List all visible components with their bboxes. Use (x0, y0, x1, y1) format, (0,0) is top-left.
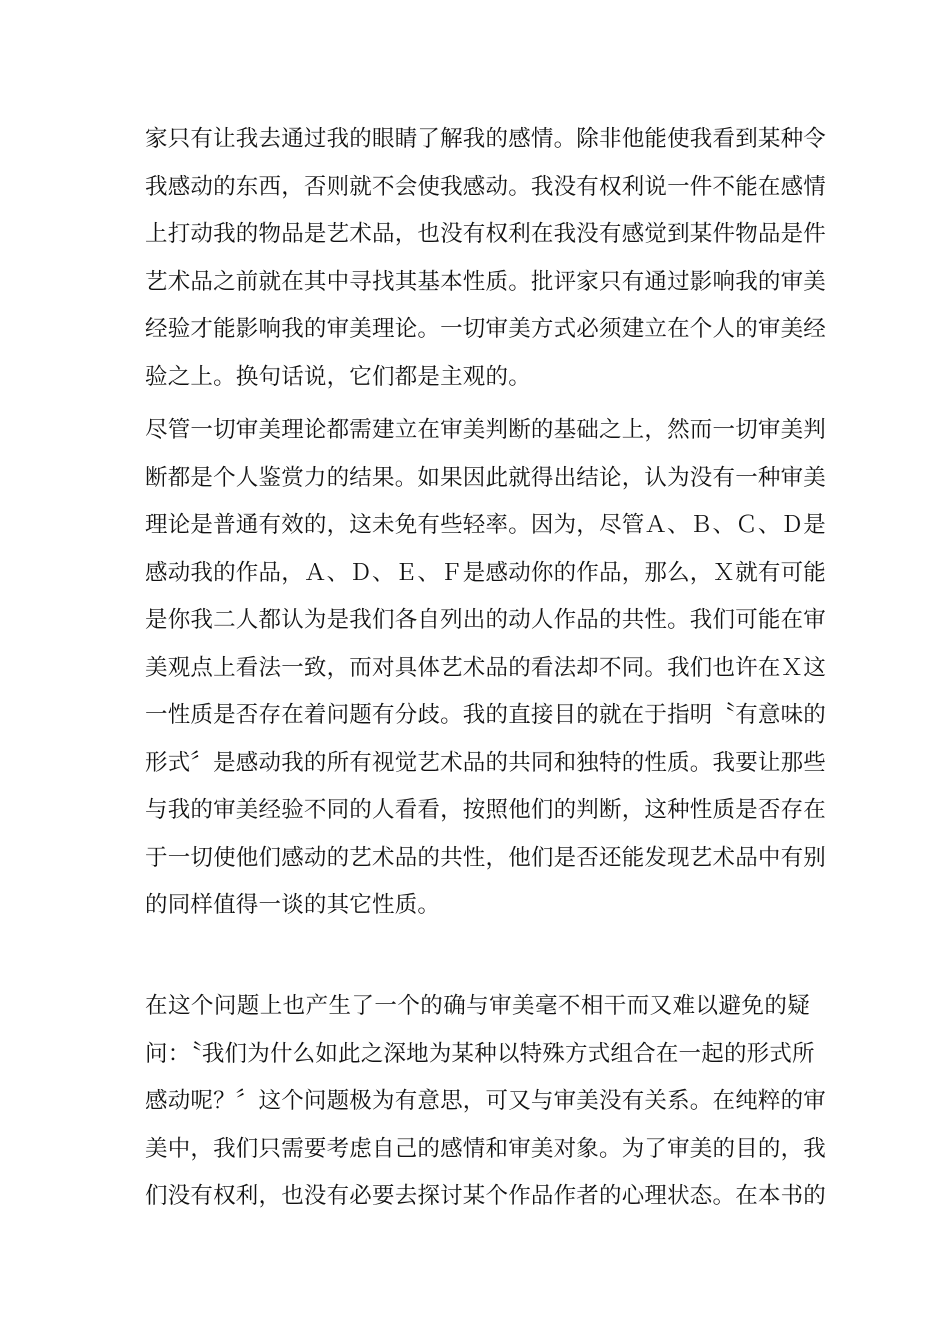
paragraph-2 (145, 407, 827, 930)
paragraph-3 (145, 983, 827, 1221)
paragraph-line: 美中，我们只需要考虑自己的感情和审美对象。为了审美的目的，我 (145, 1135, 827, 1162)
paragraph-line: 艺术品之前就在其中寻找其基本性质。批评家只有通过影响我的审美 (145, 268, 827, 295)
paragraph-line: 问：〝我们为什么如此之深地为某种以特殊方式组合在一起的形式所 (145, 1040, 815, 1067)
paragraph-line: 于一切使他们感动的艺术品的共性，他们是否还能发现艺术品中有别 (145, 844, 827, 871)
paragraph-line: 一性质是否存在着问题有分歧。我的直接目的就在于指明〝有意味的 (145, 702, 827, 728)
paragraph-line: 美观点上看法一致，而对具体艺术品的看法却不同。我们也许在Ｘ这 (145, 654, 827, 681)
paragraph-line: 在这个问题上也产生了一个的确与审美毫不相干而又难以避免的疑 (145, 993, 810, 1019)
paragraph-line: 验之上。换句话说，它们都是主观的。 (145, 363, 531, 390)
paragraph-line: 感动呢？〞这个问题极为有意思，可又与审美没有关系。在纯粹的审 (145, 1088, 827, 1114)
paragraph-line: 形式〞是感动我的所有视觉艺术品的共同和独特的性质。我要让那些 (145, 749, 827, 776)
paragraph-line: 尽管一切审美理论都需建立在审美判断的基础之上，然而一切审美判 (145, 417, 827, 443)
paragraph-line: 与我的审美经验不同的人看看，按照他们的判断，这种性质是否存在 (145, 797, 827, 823)
paragraph-line: 断都是个人鉴赏力的结果。如果因此就得出结论，认为没有一种审美 (145, 464, 827, 491)
paragraph-line: 经验才能影响我的审美理论。一切审美方式必须建立在个人的审美经 (145, 316, 827, 342)
paragraph-line: 我感动的东西，否则就不会使我感动。我没有权利说一件不能在感情 (145, 173, 827, 200)
paragraph-line: 是你我二人都认为是我们各自列出的动人作品的共性。我们可能在审 (145, 607, 827, 633)
paragraph-line: 理论是普通有效的，这未免有些轻率。因为，尽管Ａ、Ｂ、Ｃ、Ｄ是 (145, 512, 827, 538)
paragraph-line: 的同样值得一谈的其它性质。 (145, 892, 441, 918)
paragraph-line: 上打动我的物品是艺术品，也没有权利在我没有感觉到某件物品是件 (145, 221, 827, 247)
paragraph-1 (145, 116, 827, 401)
paragraph-line: 们没有权利，也没有必要去探讨某个作品作者的心理状态。在本书的 (145, 1183, 827, 1209)
paragraph-line: 感动我的作品，Ａ、Ｄ、Ｅ、Ｆ是感动你的作品，那么，Ｘ就有可能 (145, 559, 827, 586)
paragraph-line: 家只有让我去通过我的眼睛了解我的感情。除非他能使我看到某种令 (145, 126, 827, 152)
